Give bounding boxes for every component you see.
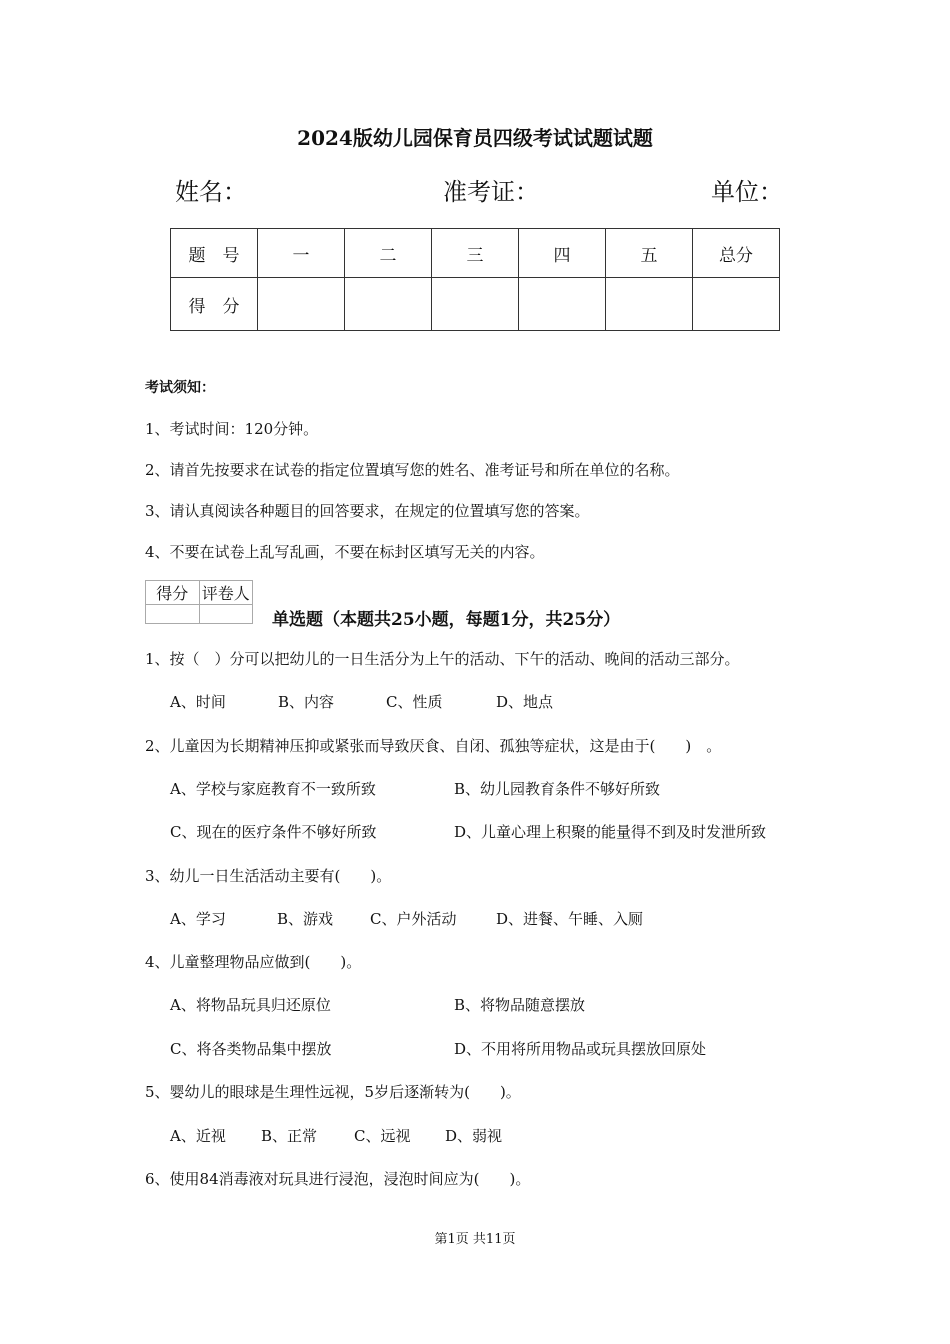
notice-item: 1、考试时间：120分钟。 <box>145 420 319 438</box>
question-option: D、儿童心理上积聚的能量得不到及时发泄所致 <box>454 823 767 841</box>
notice-item: 3、请认真阅读各种题目的回答要求，在规定的位置填写您的答案。 <box>145 502 590 520</box>
unit-field-label: 单位： <box>711 178 783 206</box>
question-option: B、幼儿园教育条件不够好所致 <box>454 780 661 798</box>
header-cell: 一 <box>258 229 345 278</box>
question-option: D、进餐、午睡、入厕 <box>496 910 644 928</box>
grader-score-cell <box>146 605 200 624</box>
score-cell <box>432 278 519 331</box>
grader-name-label: 评卷人 <box>199 581 253 605</box>
page-footer: 第1页 共11页 <box>434 1232 516 1247</box>
score-cell <box>606 278 693 331</box>
name-field-label: 姓名： <box>175 178 247 206</box>
question-option: D、弱视 <box>445 1127 503 1145</box>
header-cell: 二 <box>345 229 432 278</box>
question-option: A、学习 <box>170 910 226 928</box>
score-table <box>170 228 780 331</box>
question-stem: 2、儿童因为长期精神压抑或紧张而导致厌食、自闭、孤独等症状，这是由于( ) 。 <box>145 737 722 755</box>
question-option: A、将物品玩具归还原位 <box>170 996 331 1014</box>
page-title: 2024版幼儿园保育员四级考试试题试题 <box>297 126 653 150</box>
section-title: 单选题（本题共25小题，每题1分，共25分） <box>272 610 621 630</box>
question-option: C、远视 <box>354 1127 411 1145</box>
question-option: A、学校与家庭教育不一致所致 <box>170 780 376 798</box>
question-option: D、地点 <box>496 693 554 711</box>
question-option: C、性质 <box>386 693 443 711</box>
question-stem: 5、婴幼儿的眼球是生理性远视，5岁后逐渐转为( )。 <box>145 1083 521 1101</box>
header-cell: 五 <box>606 229 693 278</box>
score-cell <box>519 278 606 331</box>
score-cell <box>693 278 780 331</box>
header-cell: 四 <box>519 229 606 278</box>
header-cell: 题 号 <box>171 229 258 278</box>
notice-title: 考试须知： <box>145 380 215 396</box>
score-cell <box>345 278 432 331</box>
score-table-header-row <box>171 229 780 278</box>
question-option: A、近视 <box>170 1127 226 1145</box>
question-stem: 4、儿童整理物品应做到( )。 <box>145 953 362 971</box>
question-option: B、内容 <box>278 693 335 711</box>
question-option: B、将物品随意摆放 <box>454 996 586 1014</box>
score-cell <box>258 278 345 331</box>
question-stem: 6、使用84消毒液对玩具进行浸泡，浸泡时间应为( )。 <box>145 1170 531 1188</box>
score-table-score-row <box>171 278 780 331</box>
question-stem: 1、按（ ）分可以把幼儿的一日生活分为上午的活动、下午的活动、晚间的活动三部分。 <box>145 650 740 668</box>
question-option: A、时间 <box>170 693 226 711</box>
grader-box <box>145 580 253 624</box>
notice-item: 4、不要在试卷上乱写乱画，不要在标封区填写无关的内容。 <box>145 543 545 561</box>
score-row-label: 得 分 <box>171 278 258 331</box>
question-option: C、户外活动 <box>370 910 457 928</box>
question-option: D、不用将所用物品或玩具摆放回原处 <box>454 1040 707 1058</box>
question-option: B、游戏 <box>277 910 334 928</box>
question-option: C、现在的医疗条件不够好所致 <box>170 823 377 841</box>
grader-score-label: 得分 <box>146 581 200 605</box>
header-cell: 总分 <box>693 229 780 278</box>
header-cell: 三 <box>432 229 519 278</box>
question-option: C、将各类物品集中摆放 <box>170 1040 332 1058</box>
question-stem: 3、幼儿一日生活活动主要有( )。 <box>145 867 392 885</box>
notice-item: 2、请首先按要求在试卷的指定位置填写您的姓名、准考证号和所在单位的名称。 <box>145 461 680 479</box>
exam-id-field-label: 准考证： <box>443 178 539 206</box>
question-option: B、正常 <box>261 1127 318 1145</box>
grader-name-cell <box>199 605 253 624</box>
